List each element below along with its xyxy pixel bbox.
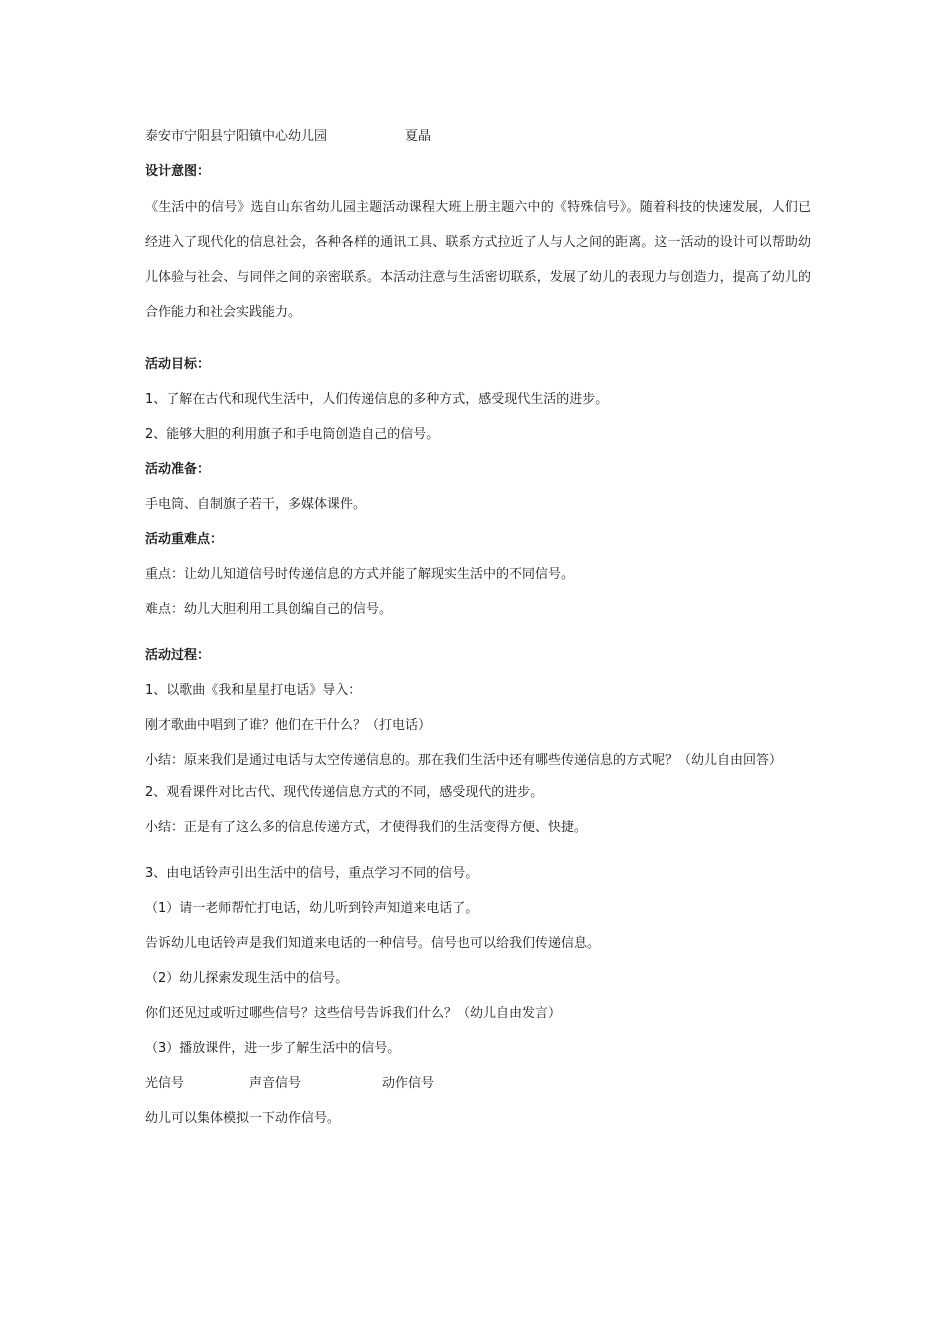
process-text: 刚才歌曲中唱到了谁？他们在干什么？（打电话） (145, 718, 432, 733)
goals-heading: 活动目标： (145, 357, 211, 372)
process-step: 2、观看课件对比古代、现代传递信息方式的不同，感受现代的进步。 (145, 785, 544, 800)
design-paragraph: 《生活中的信号》选自山东省幼儿园主题活动课程大班上册主题六中的《特殊信号》。随着科技的快速发展，人们已经进入了现代化的信息社会，各种各样的通讯工具、联系方式拉近了人与人之间的距离。这一活动的设计可以帮助幼儿体验与社会、与同伴之间的亲密联系。本活动注意与生活密切联系，发展了幼儿的表现力与创造力，提高了幼儿的合作能力和社会实践能力。 (145, 200, 811, 320)
process-step: 1、以歌曲《我和星星打电话》导入： (145, 683, 362, 698)
school-name: 泰安市宁阳县宁阳镇中心幼儿园 (145, 129, 328, 144)
difficult-point: 难点：幼儿大胆利用工具创编自己的信号。 (145, 602, 393, 617)
prep-heading: 活动准备： (145, 462, 211, 477)
signal-type: 声音信号 (249, 1076, 302, 1091)
goal-item: 1、了解在古代和现代生活中，人们传递信息的多种方式，感受现代生活的进步。 (145, 392, 609, 407)
goal-item: 2、能够大胆的利用旗子和手电筒创造自己的信号。 (145, 427, 440, 442)
signal-types (145, 1073, 815, 1095)
process-summary: 小结：正是有了这么多的信息传递方式，才使得我们的生活变得方便、快捷。 (145, 820, 588, 835)
process-text: 幼儿可以集体模拟一下动作信号。 (145, 1111, 341, 1126)
document-page (145, 126, 815, 1143)
process-substep: （2）幼儿探索发现生活中的信号。 (145, 971, 349, 986)
author-name: 夏晶 (405, 129, 432, 144)
design-heading: 设计意图： (145, 164, 211, 179)
signal-type: 动作信号 (382, 1076, 435, 1091)
prep-text: 手电筒、自制旗子若干，多媒体课件。 (145, 497, 367, 512)
process-heading: 活动过程： (145, 648, 211, 663)
author-line (145, 126, 815, 148)
process-text: 告诉幼儿电话铃声是我们知道来电话的一种信号。信号也可以给我们传递信息。 (145, 936, 601, 951)
process-step: 3、由电话铃声引出生活中的信号，重点学习不同的信号。 (145, 866, 479, 881)
signal-type: 光信号 (145, 1076, 185, 1091)
process-substep: （3）播放课件，进一步了解生活中的信号。 (145, 1041, 401, 1056)
keypoints-heading: 活动重难点： (145, 532, 224, 547)
process-substep: （1）请一老师帮忙打电话，幼儿听到铃声知道来电话了。 (145, 901, 479, 916)
process-summary: 小结：原来我们是通过电话与太空传递信息的。那在我们生活中还有哪些传递信息的方式呢？（幼儿自由回答） (145, 753, 783, 768)
key-point: 重点：让幼儿知道信号时传递信息的方式并能了解现实生活中的不同信号。 (145, 567, 575, 582)
process-text: 你们还见过或听过哪些信号？这些信号告诉我们什么？（幼儿自由发言） (145, 1006, 562, 1021)
